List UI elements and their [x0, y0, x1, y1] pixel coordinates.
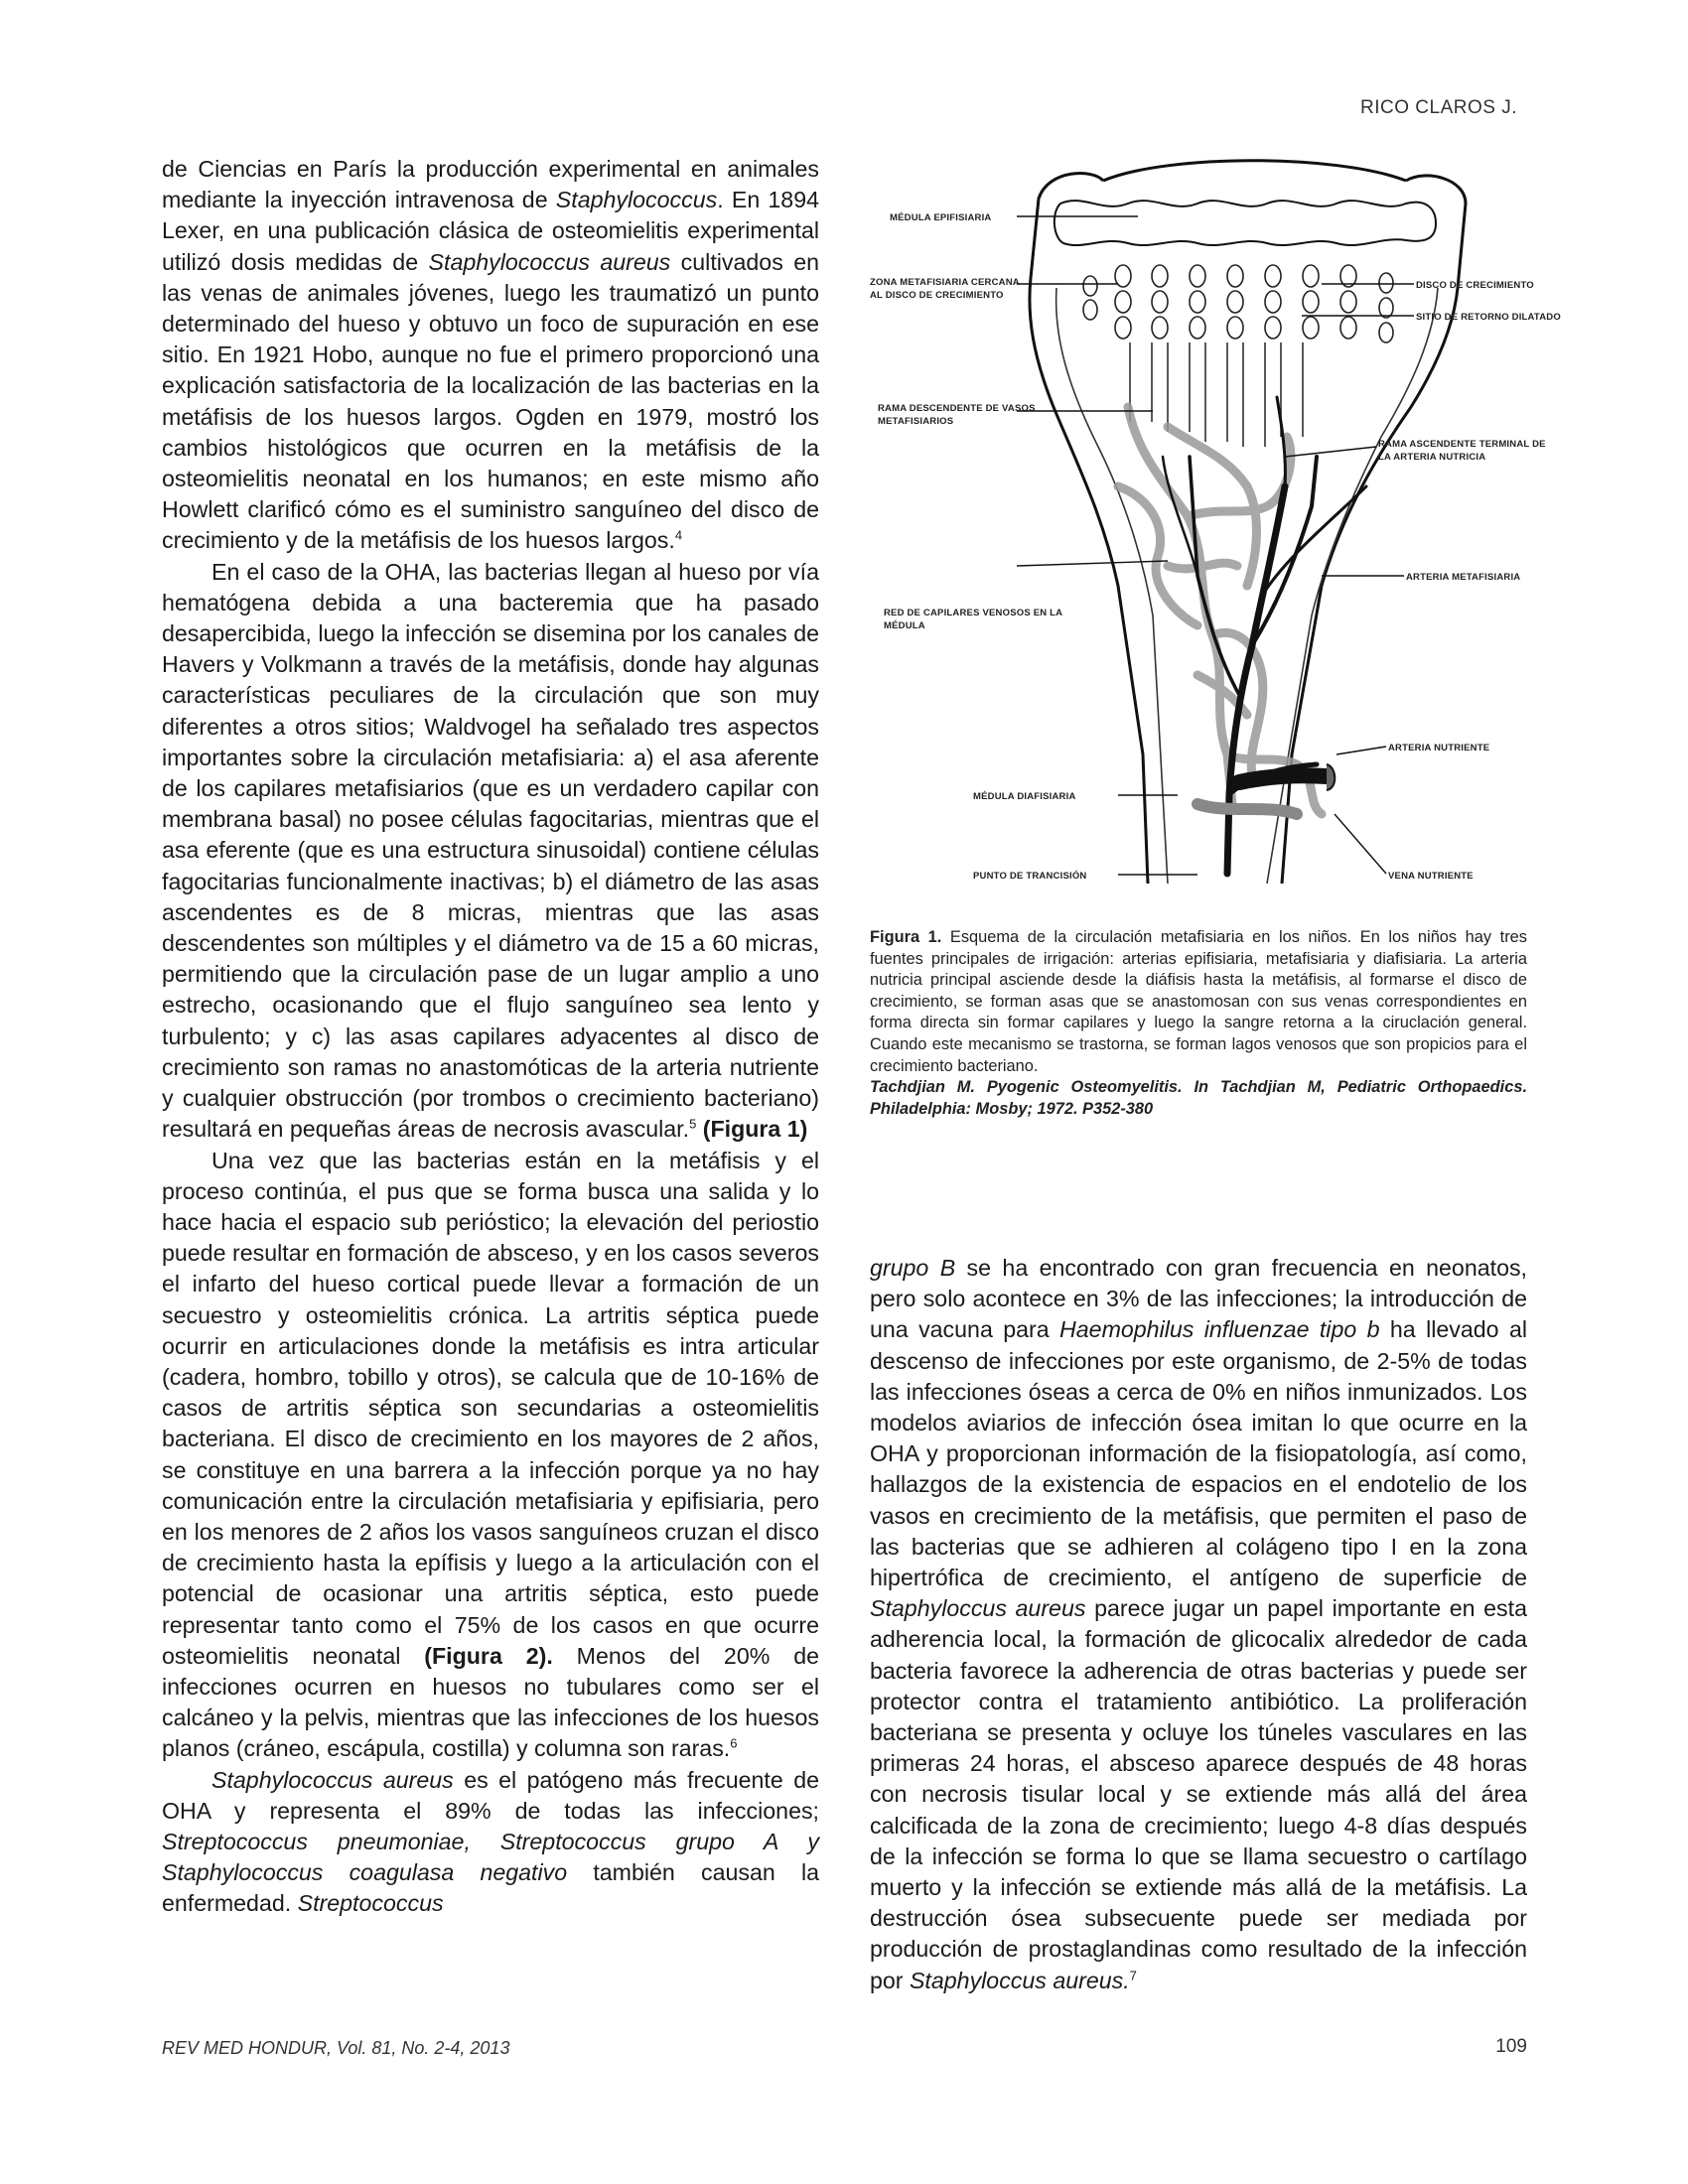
label-arteria-metafisiaria: ARTERIA METAFISIARIA — [1406, 572, 1521, 583]
figure-bone-circulation-diagram — [870, 159, 1561, 903]
caption-text — [870, 927, 1527, 1077]
left-column — [162, 154, 819, 1920]
label-rama-descendente-2: METAFISIARIOS — [878, 416, 954, 427]
label-medula-diafisiaria: MÉDULA DIAFISIARIA — [973, 791, 1076, 802]
reference-superscript: 7 — [1129, 1967, 1137, 1982]
label-rama-descendente-1: RAMA DESCENDENTE DE VASOS — [878, 403, 1036, 414]
text-run: Esquema de la circulación metafisiaria en los niños. En los niños hay tres fuentes principales de irrigación: arterias epifisiaria, metafisiaria y diafisiaria. La arteria nutricia principal asciende desde la diáfisis hasta la metáfisis, al formarse el disco de crecimiento, se forman asas que se anastomosan con sus venas correspondientes en forma directa sin formar capilares y luego la sangre retorna a la ciruclación general. Cuando este mecanismo se trastorna, se forman lagos venosos que son propicios para el crecimiento bacteriano. — [870, 928, 1527, 1075]
text-run: . En 1894 Lexer, en una publicación clásica de osteomielitis experimental utilizó dosis medidas de — [162, 187, 819, 275]
label-red-capilares-2: MÉDULA — [884, 620, 925, 631]
reference-superscript: 4 — [674, 527, 683, 543]
bold-run: (Figura 1) — [702, 1116, 808, 1143]
italic-run: Staphyloccus aureus. — [909, 1967, 1130, 1993]
label-rama-ascendente-2: LA ARTERIA NUTRICIA — [1378, 452, 1486, 463]
italic-run: Staphyloccus aureus — [870, 1595, 1086, 1622]
bone-diagram — [870, 159, 1561, 903]
paragraph — [870, 1253, 1527, 1996]
italic-run: Staphylococcus aureus — [428, 248, 671, 275]
label-medula-epifisiaria: MÉDULA EPIFISIARIA — [890, 212, 992, 223]
reference-superscript: 5 — [689, 1116, 697, 1132]
paragraph — [162, 154, 819, 557]
text-run: Una vez que las bacterias están en la metáfisis y el proceso continúa, el pus que se forma busca una salida y lo hace hacia el espacio sub periόstico; la elevación del periostio puede resultar en formación de absceso, y en los casos severos el infarto del hueso cortical puede llevar a formación de un secuestro y osteomielitis crónica. La artritis séptica puede ocurrir en articulaciones donde la metáfisis es intra articular (cadera, hombro, tobillo y otros), se calcula que de 10-16% de casos de artritis séptica son secundarias a osteomielitis bacteriana. El disco de crecimiento en los mayores de 2 años, se constituye en una barrera a la infección porque ya no hay comunicación entre la circulación metafisiaria y epifisiaria, pero en los menores de 2 años los vasos sanguíneos cruzan el disco de crecimiento hasta la epífisis y luego a la articulación con el potencial de ocasionar una artritis séptica, esto puede representar tanto como el 75% de los casos en que ocurre osteomielitis neonatal — [162, 1147, 819, 1669]
text-run: cultivados en las venas de animales jóvenes, luego les traumatizó un punto determinado del hueso y obtuvo un foco de supuración en ese sitio. En 1921 Hobo, aunque no fue el primero proporcionó una explicación satisfactoria de la localización de las bacterias en la metáfisis de los huesos largos. Ogden en 1979, mostró los cambios histológicos que ocurren en la metáfisis de la osteomielitis neonatal en los humanos; en este mismo año Howlett clarificó cómo es el suministro sanguíneo del disco de crecimiento y de la metáfisis de los huesos largos. — [162, 248, 820, 554]
italic-run: Haemophilus influenzae tipo b — [1059, 1316, 1380, 1343]
italic-run: Streptococcus pneumoniae, Streptococcus grupo A y Staphylococcus coagulasa negativo — [162, 1828, 819, 1886]
label-punto-transicion: PUNTO DE TRANCISIÓN — [973, 871, 1087, 882]
bold-run: Figura 1. — [870, 928, 942, 946]
text-run: es el patógeno más frecuente de OHA y representa el 89% de todas las infecciones; — [162, 1766, 819, 1824]
running-head: RICO CLAROS J. — [1360, 97, 1517, 118]
bold-italic-run: Tachdjian M. Pyogenic Osteomyelitis. In Tachdjian M, Pediatric Orthopaedics. Philadelphia: Mosby; 1972. P352-380 — [870, 1078, 1527, 1118]
text-run: también causan la enfermedad. — [162, 1859, 820, 1917]
page-number: 109 — [1495, 2036, 1527, 2057]
label-vena-nutriente: VENA NUTRIENTE — [1388, 871, 1474, 882]
text-run: En el caso de la OHA, las bacterias llegan al hueso por vía hematógena debida a una bacteremia que ha pasado desapercibida, luego la infección se disemina por los canales de Havers y Volkmann a través de la metáfisis, donde hay algunas características peculiares de la circulación que son muy diferentes a otros sitios; Waldvogel ha señalado tres aspectos importantes sobre la circulación metafisiaria: a) el asa aferente de los capilares metafisiarios (que es un verdadero capilar con membrana basal) no posee células fagocitarias, mientras que el asa eferente (que es una estructura sinusoidal) contiene células fagocitarias funcionalmente inactivas; b) el diámetro de las asas ascendentes es de 8 micras, mientras que las asas descendentes son múltiples y el diámetro va de 15 a 60 micras, permitiendo que la circulación pase de un lugar amplio a uno estrecho, ocasionando que el flujo sanguíneo sea lento y turbulento; y c) las asas capilares adyacentes al disco de crecimiento son ramas no anastomóticas de la arteria nutriente y cualquier obstrucción (por trombos o crecimiento bacteriano) resultará en pequeñas áreas de necrosis avascular. — [162, 558, 819, 1143]
paragraph — [162, 1765, 819, 1920]
italic-run: Staphylococcus aureus — [211, 1766, 454, 1793]
paragraph — [162, 557, 819, 1146]
text-run: de Ciencias en París la producción experimental en animales mediante la inyección intravenosa de — [162, 156, 819, 213]
right-column — [870, 1253, 1527, 1996]
journal-citation: REV MED HONDUR, Vol. 81, No. 2-4, 2013 — [162, 2038, 510, 2058]
italic-run: Streptococcus — [297, 1890, 444, 1917]
label-arteria-nutriente: ARTERIA NUTRIENTE — [1388, 743, 1490, 753]
italic-run: Staphylococcus — [555, 187, 718, 213]
label-rama-ascendente-1: RAMA ASCENDENTE TERMINAL DE — [1378, 439, 1546, 450]
caption-citation — [870, 1077, 1527, 1120]
text-run: se ha encontrado con gran frecuencia en neonatos, pero solo acontece en 3% de las infecciones; la introducción de una vacuna para — [870, 1255, 1527, 1343]
reference-superscript: 6 — [730, 1735, 738, 1751]
text-run: Menos del 20% de infecciones ocurren en huesos no tubulares como ser el calcáneo y la pelvis, mientras que las infecciones de los huesos planos (cráneo, escápula, costilla) y columna son raras. — [162, 1642, 820, 1762]
bold-run: (Figura 2). — [424, 1642, 553, 1669]
text-run: parece jugar un papel importante en esta adherencia local, la formación de glicocalix alrededor de cada bacteria favorece la adherencia de otras bacterias y puede ser protector contra el tratamiento antibiótico. La proliferación bacteriana se presenta y ocluye los túneles vasculares en las primeras 24 horas, el absceso aparece después de 48 horas con necrosis tisular local y se extiende más allá del área calcificada de la zona de crecimiento; luego 4-8 días después de la infección se forma lo que se llama secuestro o cartílago muerto y la infección se extiende más allá de la metáfisis. La destrucción ósea subsecuente puede ser mediada por producción de prostaglandinas como resultado de la infección por — [870, 1595, 1527, 1993]
label-zona-metafisiaria-2: AL DISCO DE CRECIMIENTO — [870, 290, 1004, 301]
label-sitio-retorno: SITIO DE RETORNO DILATADO — [1416, 312, 1561, 323]
label-red-capilares-1: RED DE CAPILARES VENOSOS EN LA — [884, 608, 1063, 618]
label-zona-metafisiaria-1: ZONA METAFISIARIA CERCANA — [870, 277, 1020, 288]
paragraph — [162, 1146, 819, 1765]
label-disco-crecimiento: DISCO DE CRECIMIENTO — [1416, 280, 1534, 291]
figure-caption — [870, 927, 1527, 1120]
italic-run: grupo B — [870, 1255, 956, 1281]
text-run: ha llevado al descenso de infecciones por este organismo, de 2-5% de todas las infecciones óseas a cerca de 0% en niños inmunizados. Los modelos aviarios de infección ósea imitan lo que ocurre en la OHA y proporcionan información de la fisiopatología, así como, hallazgos de la existencia de espacios en el endotelio de los vasos en crecimiento de la metáfisis, que permiten el paso de las bacterias que se adhieren al colágeno tipo I en la zona hipertrófica de crecimiento, el antígeno de superficie de — [870, 1316, 1527, 1591]
